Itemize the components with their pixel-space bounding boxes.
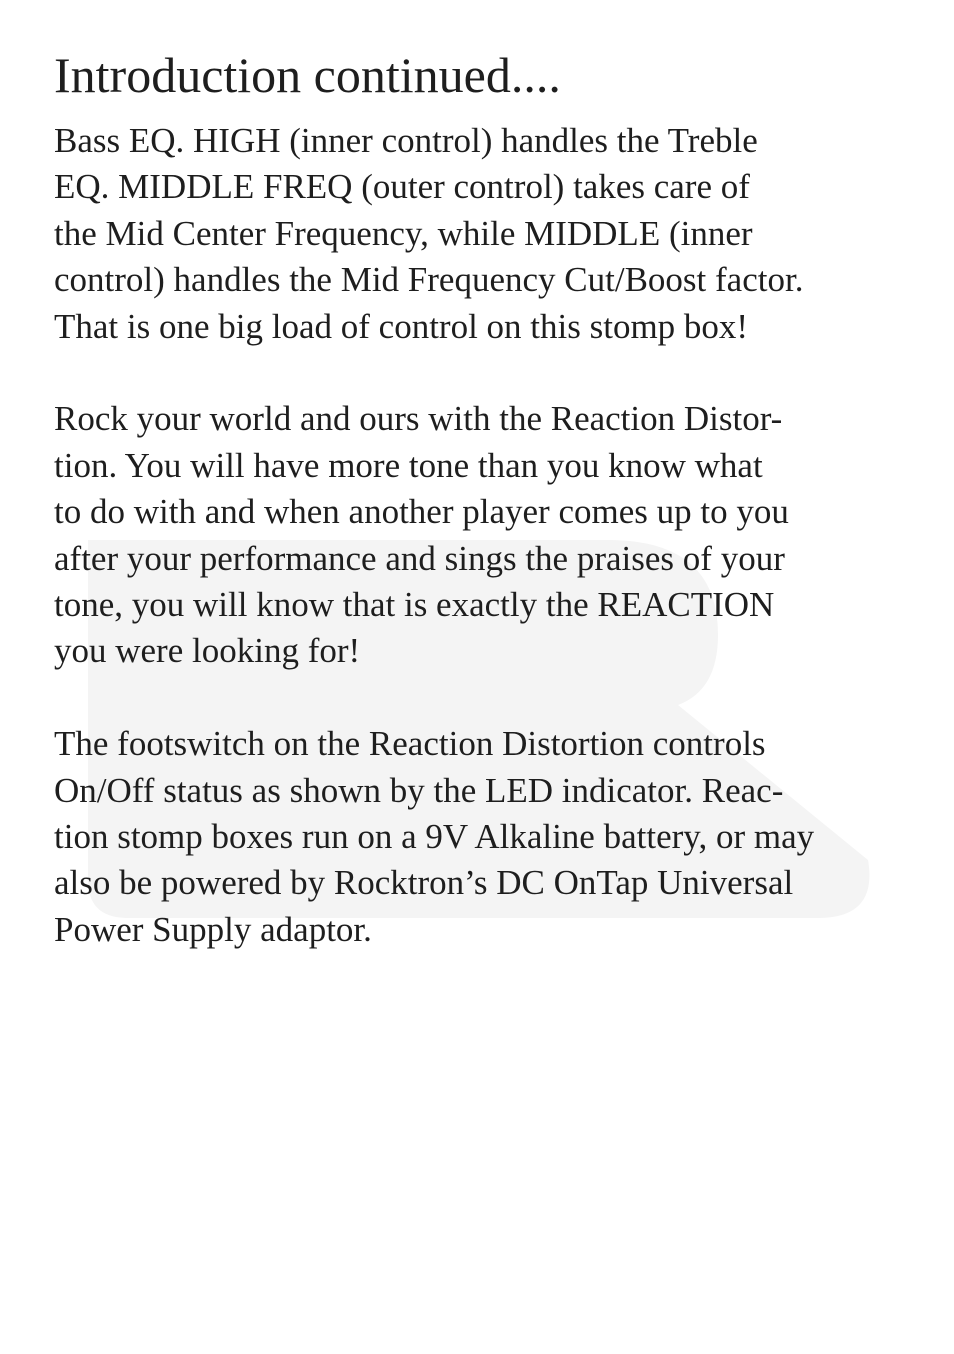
text-line: tone, you will know that is exactly the REACTION (54, 585, 775, 625)
text-line: Bass EQ. HIGH (inner control) handles the Treble (54, 121, 758, 160)
text-line: Rock your world and ours with the Reaction Distor- (54, 399, 783, 439)
paragraph-spacer (54, 675, 914, 721)
text-line: EQ. MIDDLE FREQ (outer control) takes care of (54, 167, 750, 207)
text-line: the Mid Center Frequency, while MIDDLE (inner (54, 213, 753, 253)
paragraph-footswitch-power (54, 721, 914, 953)
text-line: tion stomp boxes run on a 9V Alkaline battery, or may (54, 817, 815, 857)
text-line: That is one big load of control on this stomp box! (54, 306, 749, 346)
paragraph-eq-controls (54, 118, 914, 350)
paragraph-rock-your-world (54, 396, 914, 674)
text-line: after your performance and sings the praises of your (54, 538, 785, 578)
text-line: Power Supply adaptor. (54, 909, 372, 949)
text-line: to do with and when another player comes up to you (54, 492, 789, 532)
page-title: Introduction continued.... (54, 47, 561, 103)
text-line: control) handles the Mid Frequency Cut/Boost factor. (54, 260, 804, 300)
text-line: On/Off status as shown by the LED indicator. Reac- (54, 770, 784, 810)
text-line: The footswitch on the Reaction Distortion controls (54, 724, 766, 764)
document-page (54, 44, 914, 953)
text-line: tion. You will have more tone than you know what (54, 445, 763, 485)
text-line: you were looking for! (54, 631, 361, 671)
text-line: also be powered by Rocktron’s DC OnTap Universal (54, 863, 794, 903)
paragraph-spacer (54, 350, 914, 396)
